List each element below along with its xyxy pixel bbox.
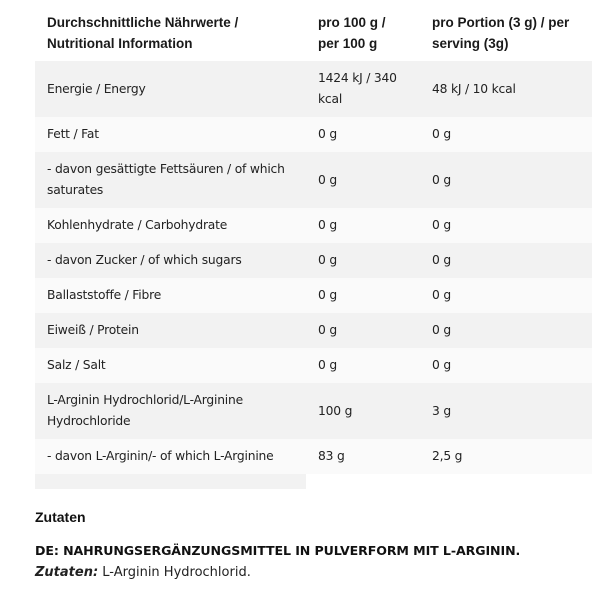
nutrient-label: Energie / Energy [35, 61, 306, 117]
table-row-sugars [35, 243, 592, 278]
table-row-protein [35, 313, 592, 348]
nutrient-label: Ballaststoffe / Fibre [35, 278, 306, 313]
nutrient-label: - davon L-Arginin/- of which L-Arginine [35, 439, 306, 474]
value-per-serving: 48 kJ / 10 kcal [420, 61, 592, 117]
value-per-serving: 0 g [420, 313, 592, 348]
value-per-100g: 100 g [306, 383, 420, 439]
table-row-arginine-hcl [35, 383, 592, 439]
header-nutrient: Durchschnittliche Nährwerte / Nutritional Information [35, 6, 306, 61]
value-per-100g: 0 g [306, 313, 420, 348]
value-per-serving: 0 g [420, 208, 592, 243]
value-per-100g: 0 g [306, 278, 420, 313]
ingredients-line [35, 563, 605, 583]
value-per-100g: 0 g [306, 117, 420, 152]
value-per-100g: 1424 kJ / 340 kcal [306, 61, 420, 117]
value-per-serving: 0 g [420, 243, 592, 278]
nutrient-label: Salz / Salt [35, 348, 306, 383]
nutrient-label: Kohlenhydrate / Carbohydrate [35, 208, 306, 243]
header-per-serving: pro Portion (3 g) / per serving (3g) [420, 6, 592, 61]
table-row-fibre [35, 278, 592, 313]
table-row-fat [35, 117, 592, 152]
empty-cell [420, 474, 592, 489]
nutrition-table [35, 6, 592, 489]
nutrient-label: Fett / Fat [35, 117, 306, 152]
table-row-energy [35, 61, 592, 117]
value-per-100g: 0 g [306, 348, 420, 383]
value-per-100g: 0 g [306, 152, 420, 208]
table-row-empty [35, 474, 592, 489]
value-per-serving: 0 g [420, 117, 592, 152]
table-header-row [35, 6, 592, 61]
value-per-serving: 3 g [420, 383, 592, 439]
empty-cell [306, 474, 420, 489]
value-per-serving: 0 g [420, 348, 592, 383]
header-per-100g: pro 100 g / per 100 g [306, 6, 420, 61]
table-row-carbohydrate [35, 208, 592, 243]
ingredients-text: L-Arginin Hydrochlorid. [98, 565, 251, 580]
table-row-salt [35, 348, 592, 383]
value-per-100g: 83 g [306, 439, 420, 474]
ingredients-label: Zutaten: [35, 565, 99, 580]
value-per-serving: 0 g [420, 278, 592, 313]
empty-cell [35, 474, 306, 489]
nutrient-label: L-Arginin Hydrochlorid/L-Arginine Hydrochloride [35, 383, 306, 439]
nutrient-label: - davon gesättigte Fettsäuren / of which saturates [35, 152, 306, 208]
value-per-100g: 0 g [306, 208, 420, 243]
value-per-serving: 2,5 g [420, 439, 592, 474]
value-per-serving: 0 g [420, 152, 592, 208]
ingredients-section [35, 507, 605, 583]
table-row-arginine [35, 439, 592, 474]
table-row-saturates [35, 152, 592, 208]
product-description: DE: NAHRUNGSERGÄNZUNGSMITTEL IN PULVERFORM MIT L-ARGININ. [35, 543, 521, 558]
ingredients-title: Zutaten [35, 509, 86, 525]
nutrient-label: - davon Zucker / of which sugars [35, 243, 306, 278]
nutrient-label: Eiweiß / Protein [35, 313, 306, 348]
value-per-100g: 0 g [306, 243, 420, 278]
